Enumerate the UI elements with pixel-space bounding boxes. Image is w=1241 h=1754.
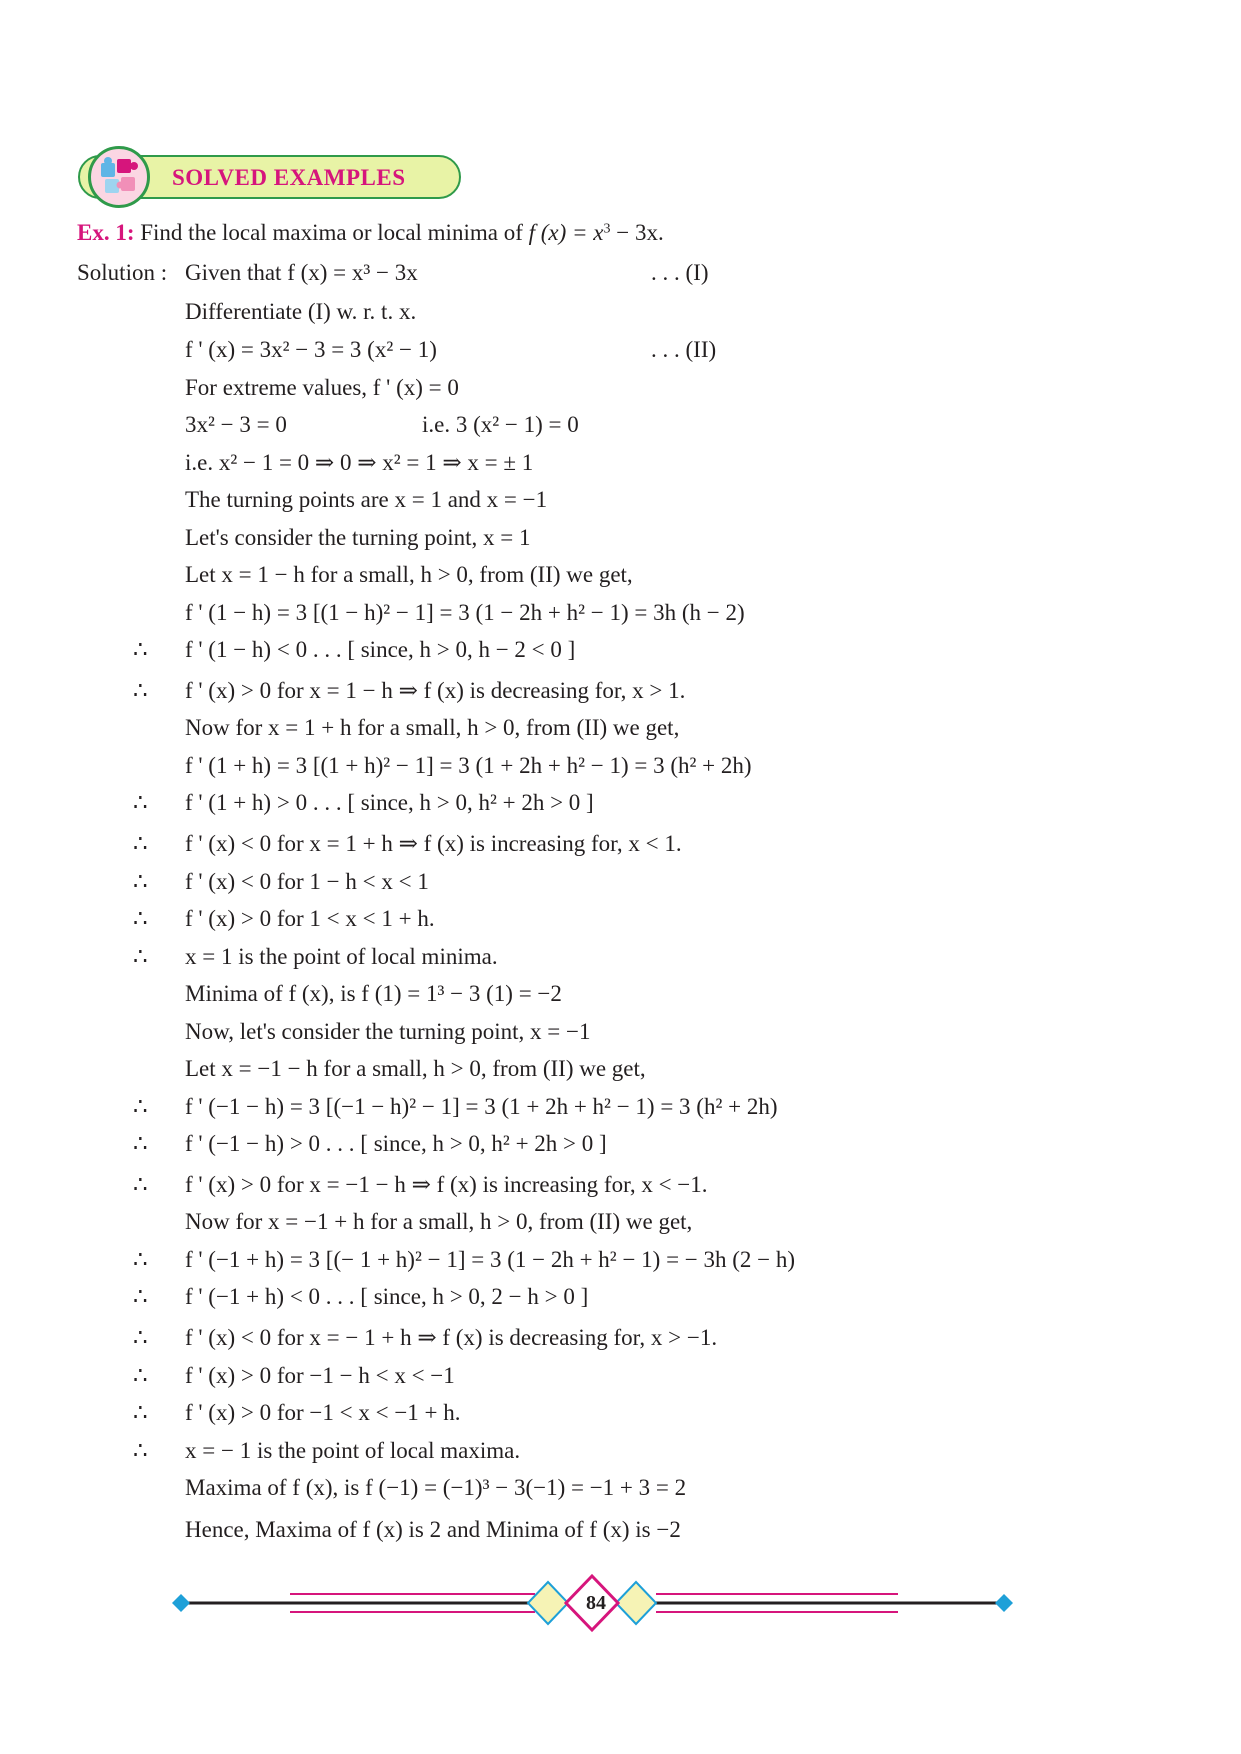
- solution-line: Minima of f (x), is f (1) = 1³ − 3 (1) = −2: [185, 981, 562, 1006]
- example-label: Ex. 1:: [77, 220, 135, 245]
- solution-line: f ' (x) < 0 for 1 − h < x < 1: [185, 869, 429, 894]
- solution-line: f ' (x) = 3x² − 3 = 3 (x² − 1): [185, 337, 437, 362]
- page-number: 84: [586, 1592, 606, 1614]
- therefore-symbol: ∴: [133, 1363, 148, 1388]
- therefore-symbol: ∴: [133, 1131, 148, 1156]
- equation-tag: . . . (II): [651, 337, 717, 362]
- solution-line: f ' (x) < 0 for x = − 1 + h ⇒ f (x) is decreasing for, x > −1.: [185, 1325, 718, 1350]
- solution-line: Let x = −1 − h for a small, h > 0, from (II) we get,: [185, 1056, 646, 1081]
- solution-line: f ' (−1 − h) > 0 . . . [ since, h > 0, h² + 2h > 0 ]: [185, 1131, 607, 1156]
- solution-line: f ' (−1 + h) < 0 . . . [ since, h > 0, 2 − h > 0 ]: [185, 1284, 589, 1309]
- solution-line: f ' (1 − h) = 3 [(1 − h)² − 1] = 3 (1 − 2h + h² − 1) = 3h (h − 2): [185, 600, 745, 625]
- puzzle-icon: [88, 146, 150, 208]
- question-function: f (x) = x: [528, 220, 604, 245]
- solution-line: f ' (x) < 0 for x = 1 + h ⇒ f (x) is increasing for, x < 1.: [185, 831, 682, 856]
- solution-line: x = − 1 is the point of local maxima.: [185, 1438, 521, 1463]
- solution-line: Let's consider the turning point, x = 1: [185, 525, 531, 550]
- solution-line: Now for x = −1 + h for a small, h > 0, from (II) we get,: [185, 1209, 693, 1234]
- solution-line: i.e. x² − 1 = 0 ⇒ 0 ⇒ x² = 1 ⇒ x = ± 1: [185, 450, 534, 475]
- therefore-symbol: ∴: [133, 790, 148, 815]
- solution-line: 3x² − 3 = 0: [185, 412, 287, 437]
- solution-line: f ' (1 + h) = 3 [(1 + h)² − 1] = 3 (1 + 2h + h² − 1) = 3 (h² + 2h): [185, 753, 752, 778]
- therefore-symbol: ∴: [133, 1247, 148, 1272]
- solution-line: Now, let's consider the turning point, x = −1: [185, 1019, 591, 1044]
- therefore-symbol: ∴: [133, 944, 148, 969]
- therefore-symbol: ∴: [133, 831, 148, 856]
- solution-line: f ' (x) > 0 for −1 − h < x < −1: [185, 1363, 455, 1388]
- solution-line: f ' (−1 + h) = 3 [(− 1 + h)² − 1] = 3 (1 − 2h + h² − 1) = − 3h (2 − h): [185, 1247, 796, 1272]
- therefore-symbol: ∴: [133, 1284, 148, 1309]
- therefore-symbol: ∴: [133, 906, 148, 931]
- therefore-symbol: ∴: [133, 1325, 148, 1350]
- therefore-symbol: ∴: [133, 1400, 148, 1425]
- solution-line: f ' (−1 − h) = 3 [(−1 − h)² − 1] = 3 (1 + 2h + h² − 1) = 3 (h² + 2h): [185, 1094, 778, 1119]
- question-exponent: 3: [603, 221, 611, 237]
- solution-line: Now for x = 1 + h for a small, h > 0, from (II) we get,: [185, 715, 680, 740]
- solution-line: Given that f (x) = x³ − 3x: [185, 260, 418, 285]
- question-text: Find the local maxima or local minima of: [134, 220, 529, 245]
- therefore-symbol: ∴: [133, 1438, 148, 1463]
- solution-line: Maxima of f (x), is f (−1) = (−1)³ − 3(−1) = −1 + 3 = 2: [185, 1475, 687, 1500]
- therefore-symbol: ∴: [133, 678, 148, 703]
- solution-line: f ' (x) > 0 for −1 < x < −1 + h.: [185, 1400, 461, 1425]
- solution-line: i.e. 3 (x² − 1) = 0: [422, 412, 579, 437]
- question-rest: − 3x.: [610, 220, 664, 245]
- solution-line: f ' (1 + h) > 0 . . . [ since, h > 0, h² + 2h > 0 ]: [185, 790, 594, 815]
- solution-line: Let x = 1 − h for a small, h > 0, from (II) we get,: [185, 562, 633, 587]
- therefore-symbol: ∴: [133, 637, 148, 662]
- solution-line: Hence, Maxima of f (x) is 2 and Minima of f (x) is −2: [185, 1517, 681, 1542]
- solution-line: Differentiate (I) w. r. t. x.: [185, 299, 417, 324]
- therefore-symbol: ∴: [133, 1172, 148, 1197]
- solution-line: For extreme values, f ' (x) = 0: [185, 375, 459, 400]
- solution-line: f ' (1 − h) < 0 . . . [ since, h > 0, h − 2 < 0 ]: [185, 637, 576, 662]
- solution-line: x = 1 is the point of local minima.: [185, 944, 498, 969]
- solution-line: f ' (x) > 0 for 1 < x < 1 + h.: [185, 906, 435, 931]
- solution-line: The turning points are x = 1 and x = −1: [185, 487, 548, 512]
- therefore-symbol: ∴: [133, 869, 148, 894]
- solution-label: Solution :: [77, 260, 168, 285]
- equation-tag: . . . (I): [651, 260, 709, 285]
- banner-title: SOLVED EXAMPLES: [172, 165, 406, 190]
- solution-line: f ' (x) > 0 for x = −1 − h ⇒ f (x) is increasing for, x < −1.: [185, 1172, 708, 1197]
- example-question: [77, 219, 664, 247]
- solution-line: f ' (x) > 0 for x = 1 − h ⇒ f (x) is decreasing for, x > 1.: [185, 678, 686, 703]
- therefore-symbol: ∴: [133, 1094, 148, 1119]
